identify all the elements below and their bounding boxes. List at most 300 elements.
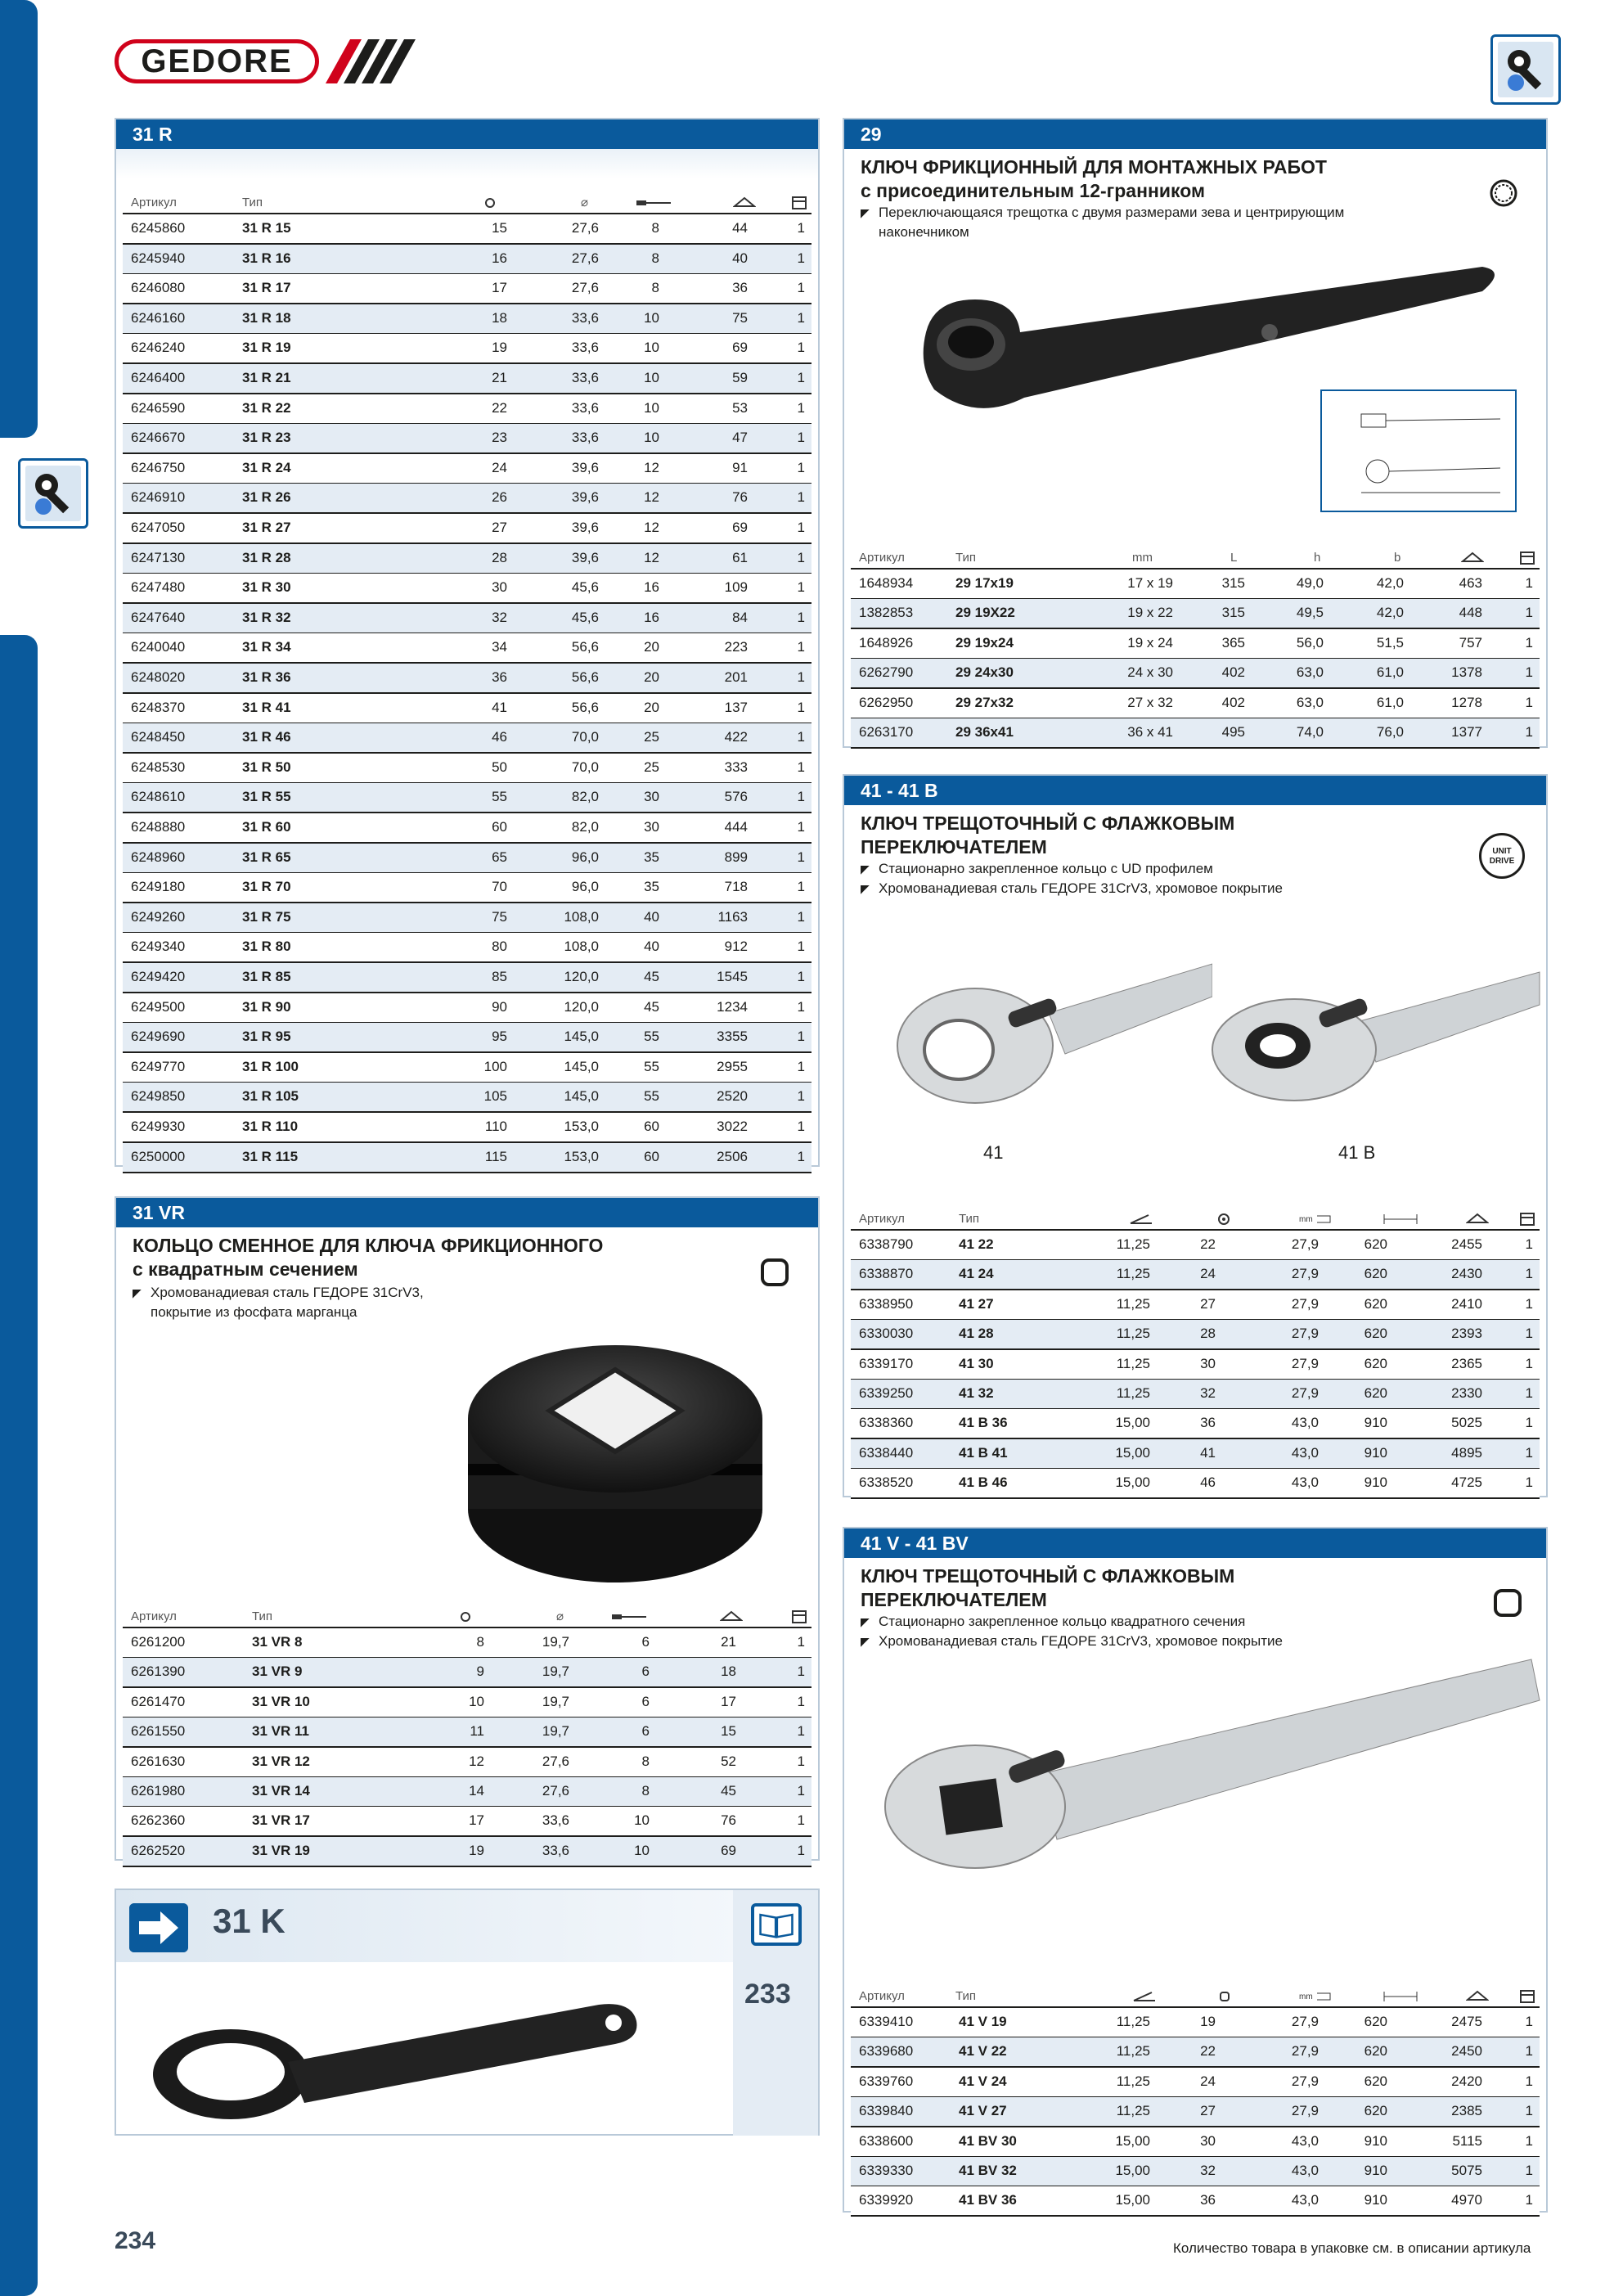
cell-length: 620 xyxy=(1364,2043,1387,2060)
header-article: Артикул xyxy=(131,1609,177,1623)
cell-package: 1 xyxy=(1525,664,1533,681)
table-row xyxy=(123,1023,812,1053)
cell-thickness: 55 xyxy=(644,1029,659,1045)
table-row xyxy=(851,1260,1540,1290)
cell-type: 29 17x19 xyxy=(955,575,1014,591)
cell-article: 6249260 xyxy=(131,908,186,925)
cell-weight: 2450 xyxy=(1451,2043,1482,2060)
header-mm: mm xyxy=(1132,551,1153,565)
cell-thickness: 10 xyxy=(644,370,659,385)
cell-diameter: 145,0 xyxy=(564,1029,599,1045)
cell-type: 31 VR 12 xyxy=(252,1753,310,1769)
cell-type: 31 R 27 xyxy=(242,520,291,535)
cell-size: 110 xyxy=(484,1119,507,1134)
cell-weight: 2385 xyxy=(1451,2103,1482,2119)
cell-weight: 4895 xyxy=(1451,1444,1482,1461)
panel-31r-title: 31 R xyxy=(116,119,818,149)
cell-drive: 19 xyxy=(1200,2014,1216,2029)
table-row xyxy=(851,1469,1540,1499)
cell-article: 6246750 xyxy=(131,459,186,475)
cell-size: 30 xyxy=(492,579,507,596)
panel-29-title: 29 xyxy=(844,119,1546,149)
cell-type: 41 30 xyxy=(959,1355,994,1371)
ratchet-angle-icon xyxy=(1132,1991,1157,2002)
cell-package: 1 xyxy=(797,969,805,984)
cell-weight: 2420 xyxy=(1451,2073,1482,2089)
cell-article: 6246400 xyxy=(131,370,186,385)
table-row xyxy=(123,394,812,425)
cell-weight: 69 xyxy=(721,1842,736,1858)
cell-article: 6246160 xyxy=(131,309,186,326)
table-row xyxy=(851,2127,1540,2158)
cell-article: 6338950 xyxy=(859,1295,914,1312)
cell-type: 31 R 95 xyxy=(242,1029,291,1045)
cell-article: 6261390 xyxy=(131,1663,186,1680)
cell-weight: 899 xyxy=(724,849,748,865)
cell-package: 1 xyxy=(797,520,805,535)
cell-article: 6249930 xyxy=(131,1119,186,1134)
cell-type: 31 R 110 xyxy=(242,1119,299,1134)
panel-41-title: 41 - 41 B xyxy=(844,776,1546,805)
cell-article: 6338360 xyxy=(859,1415,914,1431)
table-row xyxy=(123,1658,812,1688)
cell-article: 6339680 xyxy=(859,2043,914,2060)
table-header xyxy=(123,193,812,214)
cell-package: 1 xyxy=(797,1723,805,1740)
cell-weight: 40 xyxy=(732,250,748,266)
cell-thickness: 10 xyxy=(634,1812,650,1829)
cell-weight: 36 xyxy=(732,280,748,296)
cell-drive: 36 xyxy=(1200,1415,1216,1431)
ring-size-icon xyxy=(460,1611,471,1623)
cell-article: 6246240 xyxy=(131,340,186,356)
panel-41v-heading: КЛЮЧ ТРЕЩОТОЧНЫЙ С ФЛАЖКОВЫМ ПЕРЕКЛЮЧАТЕЛЕМ xyxy=(861,1565,1235,1610)
cell-size: 80 xyxy=(492,939,507,955)
table-row xyxy=(123,783,812,813)
cell-type: 41 BV 36 xyxy=(959,2192,1017,2208)
cell-package: 1 xyxy=(1525,1474,1533,1491)
cell-package: 1 xyxy=(797,789,805,805)
header-type: Тип xyxy=(955,1989,977,2003)
cell-diameter: 27,6 xyxy=(571,280,599,296)
cell-diameter: 120,0 xyxy=(564,998,599,1015)
cell-type: 31 R 80 xyxy=(242,939,291,955)
cell-package: 1 xyxy=(797,430,805,446)
cell-head-width: 27,9 xyxy=(1291,1236,1319,1252)
cell-width: 42,0 xyxy=(1376,575,1404,591)
panel-41v-description: ◤ Стационарно закрепленное кольцо квадратного сечения ◤ Хромованадиевая сталь ГЕДОРЕ 31CrV3, хромовое покрытие xyxy=(861,1612,1283,1651)
cell-package: 1 xyxy=(797,609,805,625)
table-row xyxy=(123,993,812,1024)
cell-type: 31 VR 17 xyxy=(252,1812,310,1829)
cell-diameter: 56,6 xyxy=(571,699,599,715)
cell-thickness: 30 xyxy=(644,789,659,805)
cell-weight: 2520 xyxy=(717,1088,748,1105)
table-41v xyxy=(851,1987,1540,2206)
cell-length: 620 xyxy=(1364,1326,1387,1342)
table-row xyxy=(123,963,812,993)
cell-type: 31 R 18 xyxy=(242,309,291,326)
cell-type: 31 R 85 xyxy=(242,969,291,984)
table-row xyxy=(851,599,1540,629)
table-header xyxy=(851,1987,1540,2008)
cell-weight: 2475 xyxy=(1451,2014,1482,2029)
cell-length: 910 xyxy=(1364,1444,1387,1461)
cell-type: 31 R 34 xyxy=(242,639,291,655)
cell-length: 402 xyxy=(1221,694,1245,710)
cell-diameter: 45,6 xyxy=(571,579,599,596)
cell-package: 1 xyxy=(1525,694,1533,710)
cell-thickness: 55 xyxy=(644,1088,659,1105)
cell-size: 8 xyxy=(476,1634,484,1650)
cell-type: 41 24 xyxy=(959,1266,994,1282)
arrow-right-icon xyxy=(129,1903,188,1952)
cell-package: 1 xyxy=(1525,575,1533,591)
table-31r xyxy=(123,193,812,1164)
cell-length: 620 xyxy=(1364,1295,1387,1312)
panel-29-description: ◤ Переключающаяся трещотка с двумя размерами зева и центрирующим наконечником xyxy=(861,203,1344,242)
cell-diameter: 19,7 xyxy=(542,1663,569,1680)
cell-size: 11 xyxy=(470,1723,484,1740)
cell-package: 1 xyxy=(1525,605,1533,621)
wrench-41v-photo xyxy=(877,1651,1548,1872)
cell-diameter: 153,0 xyxy=(564,1148,599,1164)
cell-type: 31 R 21 xyxy=(242,370,291,385)
table-row xyxy=(851,659,1540,689)
cell-package: 1 xyxy=(797,370,805,385)
cell-drive: 22 xyxy=(1200,2043,1216,2060)
cell-width: 61,0 xyxy=(1376,664,1404,681)
cell-length: 315 xyxy=(1221,575,1245,591)
cell-head-width: 27,9 xyxy=(1291,1355,1319,1371)
cell-weight: 5025 xyxy=(1451,1415,1482,1431)
cell-package: 1 xyxy=(797,1088,805,1105)
cell-article: 6249180 xyxy=(131,879,186,895)
cell-type: 31 VR 19 xyxy=(252,1842,310,1858)
table-row xyxy=(123,694,812,724)
cell-length: 620 xyxy=(1364,1236,1387,1252)
cell-article: 1382853 xyxy=(859,605,914,621)
cell-angle: 15,00 xyxy=(1115,1415,1150,1431)
cell-height: 63,0 xyxy=(1296,664,1324,681)
cell-weight: 2365 xyxy=(1451,1355,1482,1371)
cell-weight: 448 xyxy=(1459,605,1482,621)
cell-type: 31 R 36 xyxy=(242,669,291,685)
table-row xyxy=(851,1409,1540,1439)
cell-type: 31 R 41 xyxy=(242,699,291,715)
cell-package: 1 xyxy=(1525,1266,1533,1282)
head-width-icon xyxy=(1299,1213,1332,1226)
package-icon xyxy=(1520,551,1535,565)
cell-type: 41 B 46 xyxy=(959,1474,1008,1491)
cell-article: 6339840 xyxy=(859,2103,914,2119)
cell-length: 910 xyxy=(1364,1415,1387,1431)
ratchet-angle-icon xyxy=(1129,1213,1153,1225)
cell-weight: 463 xyxy=(1459,575,1482,591)
cell-article: 6249500 xyxy=(131,998,186,1015)
thickness-icon xyxy=(636,198,672,208)
cell-package: 1 xyxy=(797,1663,805,1680)
cell-diameter: 33,6 xyxy=(571,430,599,446)
table-row xyxy=(123,1083,812,1113)
cell-length: 315 xyxy=(1221,605,1245,621)
cell-package: 1 xyxy=(797,549,805,565)
cell-package: 1 xyxy=(797,729,805,745)
cell-thickness: 20 xyxy=(644,669,659,685)
panel-31vr-heading: КОЛЬЦО СМЕННОЕ ДЛЯ КЛЮЧА ФРИКЦИОННОГО с квадратным сечением xyxy=(133,1235,604,1280)
package-icon xyxy=(792,1610,807,1623)
cell-size: 21 xyxy=(492,370,507,385)
cell-weight: 2330 xyxy=(1451,1385,1482,1401)
table-row xyxy=(123,933,812,963)
12-point-profile-icon xyxy=(1489,178,1518,208)
cell-package: 1 xyxy=(797,1029,805,1045)
cell-weight: 5075 xyxy=(1451,2163,1482,2178)
wrench-29-dimension-drawing xyxy=(1320,389,1517,512)
table-row xyxy=(851,569,1540,600)
table-31vr xyxy=(123,1607,812,1858)
table-row xyxy=(123,873,812,903)
table-row xyxy=(123,1113,812,1143)
cell-weight: 18 xyxy=(721,1663,736,1680)
cell-angle: 11,25 xyxy=(1116,1295,1150,1312)
cell-article: 6248960 xyxy=(131,849,186,865)
cell-thickness: 55 xyxy=(644,1058,659,1074)
cell-size: 15 xyxy=(492,220,507,236)
package-icon xyxy=(792,196,807,209)
cell-size: 23 xyxy=(492,430,507,446)
reference-title: 31 K xyxy=(213,1902,285,1940)
cell-diameter: 27,6 xyxy=(571,250,599,266)
cell-article: 6261470 xyxy=(131,1693,186,1709)
cell-article: 6249340 xyxy=(131,939,186,955)
cell-thickness: 40 xyxy=(644,908,659,925)
footer-note: Количество товара в упаковке см. в описании артикула xyxy=(1173,2240,1531,2256)
cell-type: 31 VR 10 xyxy=(252,1693,310,1709)
panel-31vr xyxy=(115,1196,820,1861)
cell-drive: 36 xyxy=(1200,2192,1216,2208)
table-row xyxy=(851,2097,1540,2127)
cell-angle: 15,00 xyxy=(1115,1474,1150,1491)
cell-package: 1 xyxy=(797,759,805,775)
cell-article: 6263170 xyxy=(859,724,914,740)
table-row xyxy=(123,844,812,874)
ratchet-side-icon xyxy=(18,458,88,529)
cell-article: 6339170 xyxy=(859,1355,914,1371)
cell-weight: 2430 xyxy=(1451,1266,1482,1282)
cell-angle: 15,00 xyxy=(1115,2192,1150,2208)
cell-type: 41 32 xyxy=(959,1385,994,1401)
cell-package: 1 xyxy=(797,579,805,596)
package-icon xyxy=(1520,1213,1535,1226)
table-row xyxy=(123,1777,812,1808)
cell-height: 56,0 xyxy=(1296,634,1324,651)
cell-weight: 137 xyxy=(724,699,748,715)
cell-weight: 1278 xyxy=(1451,694,1482,710)
cell-package: 1 xyxy=(797,1119,805,1134)
cell-diameter: 33,6 xyxy=(571,370,599,385)
table-row xyxy=(123,304,812,335)
cell-type: 31 R 19 xyxy=(242,340,291,356)
cell-weight: 3022 xyxy=(717,1119,748,1134)
ratchet-category-icon xyxy=(1490,34,1561,105)
cell-length: 910 xyxy=(1364,2163,1387,2178)
cell-article: 6248450 xyxy=(131,729,186,745)
head-width-icon xyxy=(1299,1990,1332,2003)
header-type: Тип xyxy=(242,196,263,209)
cell-drive: 28 xyxy=(1200,1326,1216,1342)
cell-size: 41 xyxy=(492,699,507,715)
cell-article: 6338520 xyxy=(859,1474,914,1491)
cell-type: 31 R 32 xyxy=(242,609,291,625)
cell-diameter: 19,7 xyxy=(542,1634,569,1650)
table-row xyxy=(851,2008,1540,2038)
cell-thickness: 10 xyxy=(644,309,659,326)
cell-package: 1 xyxy=(1525,1415,1533,1431)
cell-type: 31 R 70 xyxy=(242,879,291,895)
cell-size: 24 x 30 xyxy=(1127,664,1173,681)
panel-41-heading: КЛЮЧ ТРЕЩОТОЧНЫЙ С ФЛАЖКОВЫМ ПЕРЕКЛЮЧАТЕЛЕМ xyxy=(861,813,1235,858)
cell-article: 6339410 xyxy=(859,2014,914,2029)
header-height: h xyxy=(1314,551,1321,565)
cell-diameter: 39,6 xyxy=(571,549,599,565)
cell-size: 36 x 41 xyxy=(1127,724,1173,740)
cell-diameter: 33,6 xyxy=(542,1842,569,1858)
unit-drive-badge: UNIT DRIVE xyxy=(1479,833,1525,879)
cell-weight: 4970 xyxy=(1451,2192,1482,2208)
cell-article: 6338870 xyxy=(859,1266,914,1282)
cell-package: 1 xyxy=(1525,2073,1533,2089)
cell-thickness: 12 xyxy=(644,459,659,475)
cell-thickness: 45 xyxy=(644,969,659,984)
cell-size: 46 xyxy=(492,729,507,745)
cell-package: 1 xyxy=(797,489,805,506)
table-row xyxy=(123,1717,812,1748)
cell-size: 16 xyxy=(492,250,507,266)
cell-type: 41 V 27 xyxy=(959,2103,1007,2119)
cell-diameter: 19,7 xyxy=(542,1723,569,1740)
cell-type: 31 R 100 xyxy=(242,1058,299,1074)
cell-thickness: 40 xyxy=(644,939,659,955)
cell-size: 26 xyxy=(492,489,507,506)
cell-package: 1 xyxy=(1525,2163,1533,2178)
logo-text: GEDORE xyxy=(141,43,293,79)
cell-weight: 2393 xyxy=(1451,1326,1482,1342)
reference-box-31k[interactable] xyxy=(115,1889,820,2136)
table-row xyxy=(851,1380,1540,1410)
page-number: 234 xyxy=(115,2227,156,2254)
cell-type: 29 19X22 xyxy=(955,605,1015,621)
cell-type: 41 27 xyxy=(959,1295,994,1312)
cell-size: 85 xyxy=(492,969,507,984)
table-row xyxy=(851,1290,1540,1321)
cell-package: 1 xyxy=(1525,1355,1533,1371)
cell-diameter: 120,0 xyxy=(564,969,599,984)
cell-thickness: 10 xyxy=(644,399,659,416)
cell-diameter: 33,6 xyxy=(571,309,599,326)
ring-insert-photo xyxy=(460,1321,771,1591)
cell-weight: 17 xyxy=(721,1693,736,1709)
table-41 xyxy=(851,1209,1540,1491)
cell-article: 1648934 xyxy=(859,575,914,591)
weight-icon xyxy=(733,196,756,209)
cell-length: 365 xyxy=(1221,634,1245,651)
cell-package: 1 xyxy=(797,849,805,865)
header-length: L xyxy=(1230,551,1238,565)
cell-article: 6261200 xyxy=(131,1634,186,1650)
side-tab-upper xyxy=(0,0,38,438)
table-row xyxy=(123,274,812,304)
cell-type: 31 R 105 xyxy=(242,1088,299,1105)
table-row xyxy=(123,813,812,844)
cell-diameter: 145,0 xyxy=(564,1058,599,1074)
table-row xyxy=(123,1807,812,1837)
cell-package: 1 xyxy=(797,459,805,475)
cell-diameter: 39,6 xyxy=(571,489,599,506)
cell-article: 6338600 xyxy=(859,2132,914,2149)
cell-type: 41 BV 30 xyxy=(959,2132,1017,2149)
cell-thickness: 12 xyxy=(644,520,659,535)
cell-package: 1 xyxy=(797,1634,805,1650)
cell-weight: 21 xyxy=(721,1634,736,1650)
cell-weight: 201 xyxy=(724,669,748,685)
cell-type: 31 R 55 xyxy=(242,789,291,805)
cell-package: 1 xyxy=(797,1753,805,1769)
cell-package: 1 xyxy=(797,220,805,236)
cell-weight: 1234 xyxy=(717,998,748,1015)
cell-type: 31 R 50 xyxy=(242,759,291,775)
cell-size: 90 xyxy=(492,998,507,1015)
cell-package: 1 xyxy=(1525,1295,1533,1312)
cell-thickness: 6 xyxy=(641,1634,650,1650)
cell-drive: 32 xyxy=(1200,1385,1216,1401)
cell-diameter: 27,6 xyxy=(542,1753,569,1769)
label-41: 41 xyxy=(983,1142,1004,1163)
table-row xyxy=(123,1837,812,1867)
cell-drive: 27 xyxy=(1200,2103,1216,2119)
header-article: Артикул xyxy=(859,551,905,565)
table-row xyxy=(851,2186,1540,2217)
cell-weight: 69 xyxy=(732,340,748,356)
cell-length: 910 xyxy=(1364,2132,1387,2149)
cell-weight: 444 xyxy=(724,819,748,835)
table-row xyxy=(123,1053,812,1083)
cell-weight: 91 xyxy=(732,459,748,475)
cell-diameter: 82,0 xyxy=(571,789,599,805)
table-row xyxy=(123,424,812,454)
cell-size: 17 xyxy=(492,280,507,296)
cell-thickness: 35 xyxy=(644,849,659,865)
cell-height: 63,0 xyxy=(1296,694,1324,710)
cell-size: 10 xyxy=(469,1693,484,1709)
thickness-icon xyxy=(612,1612,648,1622)
cell-article: 6338440 xyxy=(859,1444,914,1461)
cell-package: 1 xyxy=(797,309,805,326)
cell-thickness: 8 xyxy=(651,280,659,296)
table-row xyxy=(123,514,812,544)
cell-type: 31 R 115 xyxy=(242,1148,299,1164)
square-profile-icon xyxy=(761,1258,789,1286)
cell-height: 49,5 xyxy=(1296,605,1324,621)
cell-weight: 45 xyxy=(721,1783,736,1799)
cell-package: 1 xyxy=(797,939,805,955)
cell-drive: 41 xyxy=(1200,1444,1216,1461)
cell-type: 41 V 22 xyxy=(959,2043,1007,2060)
cell-angle: 15,00 xyxy=(1115,2132,1150,2149)
cell-angle: 11,25 xyxy=(1116,1385,1150,1401)
cell-diameter: 108,0 xyxy=(564,908,599,925)
logo-stripes-icon xyxy=(326,39,416,83)
